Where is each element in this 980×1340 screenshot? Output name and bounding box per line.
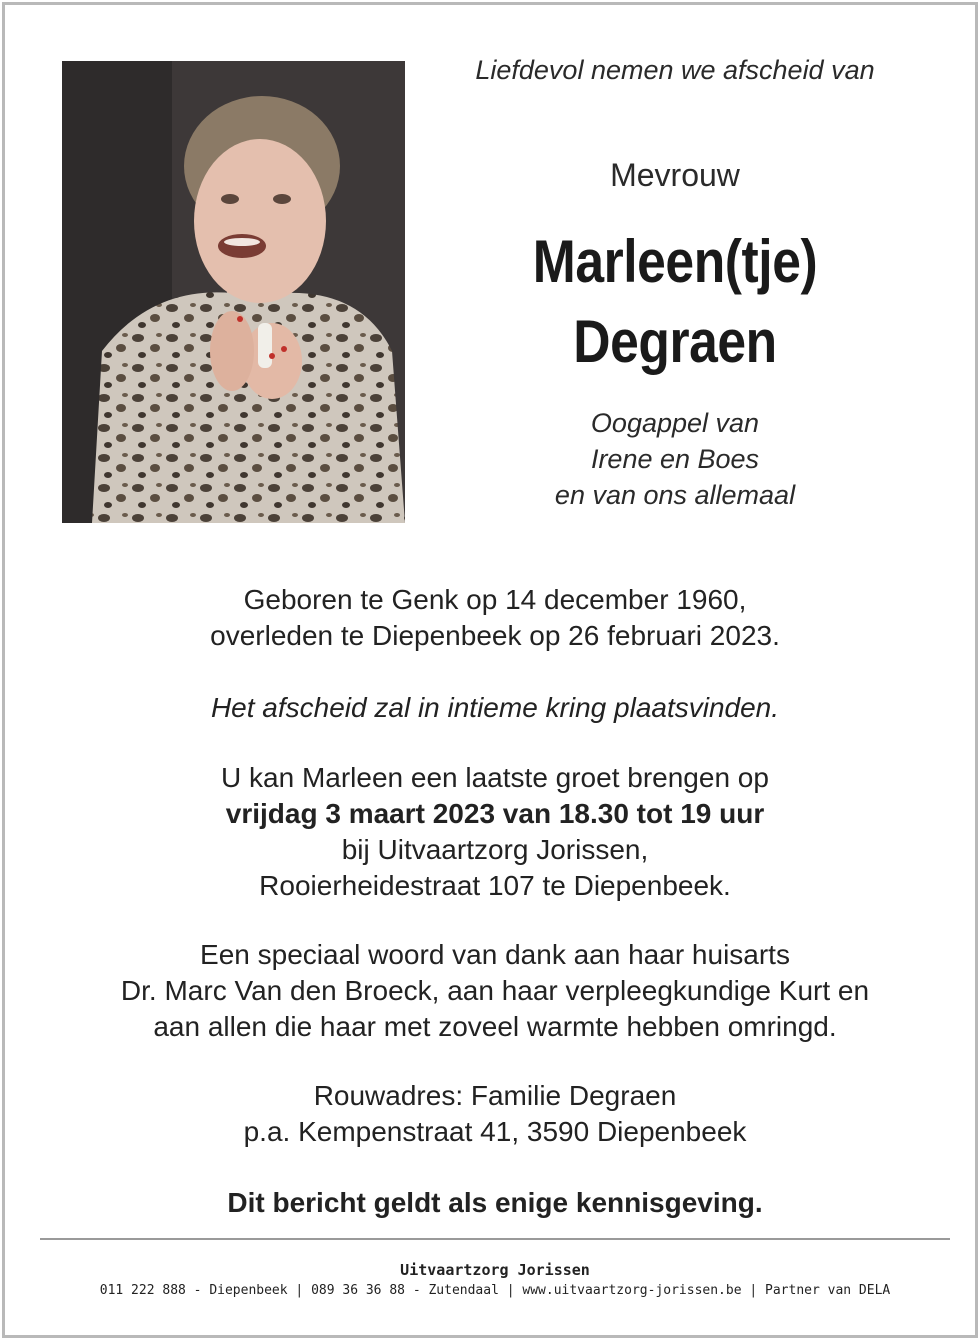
portrait-illustration: [62, 61, 405, 523]
last-name: Degraen: [573, 308, 777, 375]
visitation-datetime: vrijdag 3 maart 2023 van 18.30 tot 19 uur: [225, 798, 765, 829]
thanks-line: Dr. Marc Van den Broeck, aan haar verpleegkundige Kurt en: [120, 975, 870, 1006]
footer-divider: [40, 1238, 950, 1240]
death-line: overleden te Diepenbeek op 26 februari 2023.: [210, 620, 780, 651]
mourning-address-name: Rouwadres: Familie Degraen: [313, 1080, 677, 1111]
intro-line: Liefdevol nemen we afscheid van: [475, 55, 875, 85]
farewell-note: Het afscheid zal in intieme kring plaatsvinden.: [210, 692, 780, 723]
thanks-line: aan allen die haar met zoveel warmte hebben omringd.: [153, 1011, 837, 1042]
honorific: Mevrouw: [610, 157, 740, 193]
dedication-line: en van ons allemaal: [554, 480, 796, 510]
portrait-photo: [62, 61, 405, 523]
birth-line: Geboren te Genk op 14 december 1960,: [243, 584, 747, 615]
mourning-address-street: p.a. Kempenstraat 41, 3590 Diepenbeek: [243, 1116, 747, 1147]
birth-death-dates: [45, 582, 945, 654]
footer-contact: 011 222 888 - Diepenbeek | 089 36 36 88 - Zutendaal | www.uitvaartzorg-jorissen.be | Partner van DELA: [99, 1283, 891, 1298]
mourning-address: [45, 1078, 945, 1150]
dedication-line: Oogappel van: [590, 408, 760, 438]
thanks-line: Een speciaal woord van dank aan haar huisarts: [200, 939, 790, 970]
visitation-intro: U kan Marleen een laatste groet brengen op: [221, 762, 769, 793]
dedication-line: Irene en Boes: [590, 444, 760, 474]
footer-company: Uitvaartzorg Jorissen: [400, 1261, 590, 1279]
thanks-message: [45, 937, 945, 1045]
closing-statement: Dit bericht geldt als enige kennisgeving.: [227, 1187, 763, 1218]
visitation-info: [45, 760, 945, 904]
visitation-address: Rooierheidestraat 107 te Diepenbeek.: [259, 870, 731, 901]
visitation-location: bij Uitvaartzorg Jorissen,: [341, 834, 649, 865]
dedication: [425, 405, 925, 513]
first-name: Marleen(tje): [532, 228, 818, 295]
obituary-card: [2, 2, 978, 1338]
